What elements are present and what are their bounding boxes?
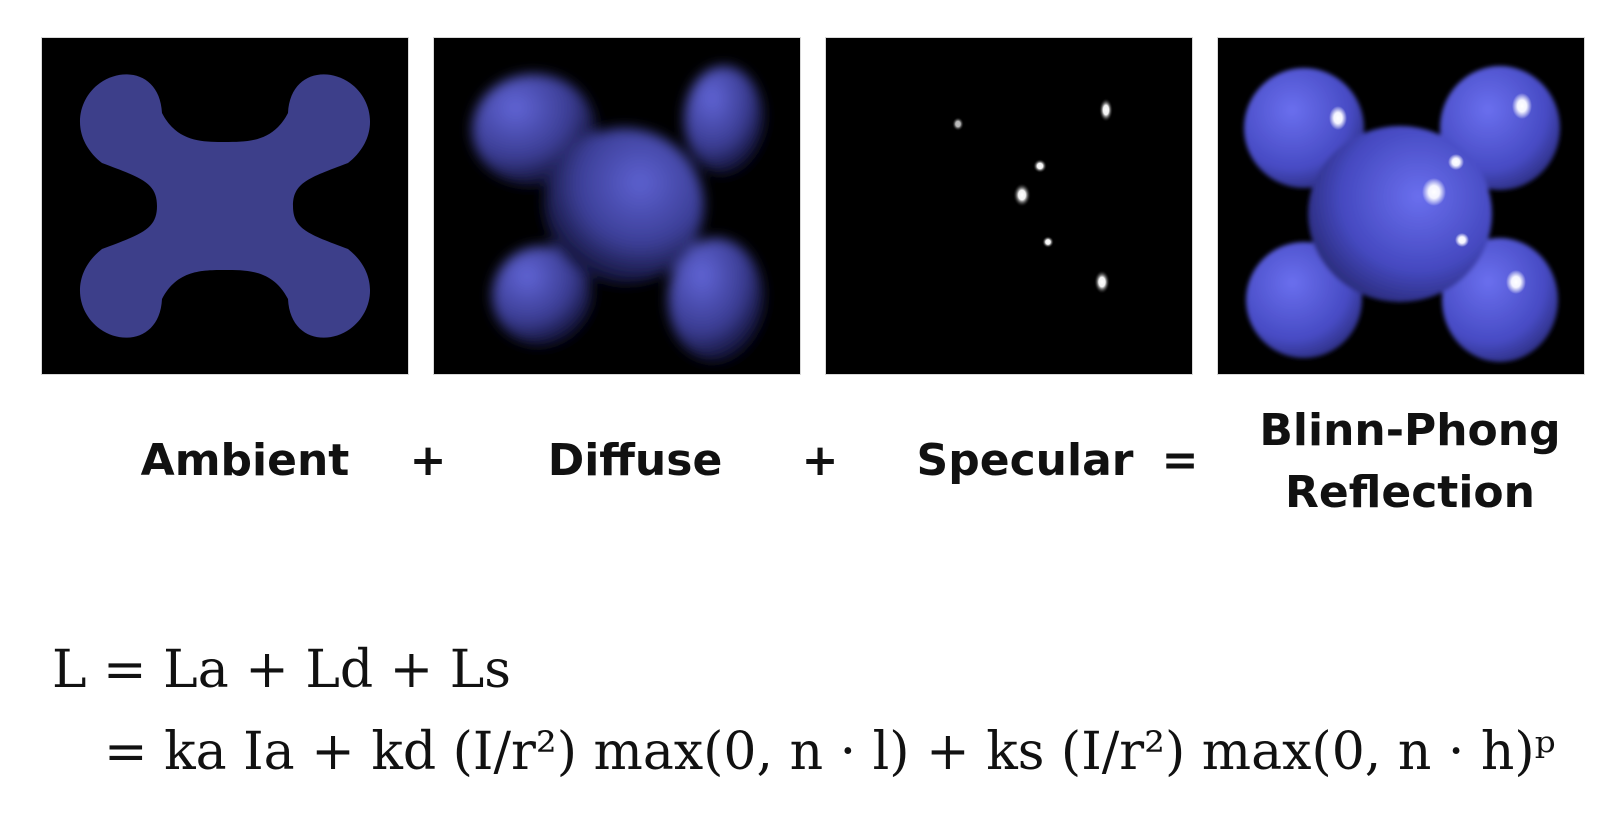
diffuse-label: Diffuse [547, 435, 723, 486]
diffuse-render [434, 38, 800, 374]
blinn-center [1308, 126, 1492, 302]
specular-highlight [1099, 98, 1113, 122]
blinn-phong-panel [1218, 38, 1584, 374]
specular-render [826, 38, 1192, 374]
ambient-render [42, 38, 408, 374]
blinn-highlight [1422, 178, 1446, 206]
ambient-label: Ambient [140, 435, 350, 486]
diffuse-center [544, 128, 704, 284]
equals-operator: = [1161, 435, 1199, 486]
blinn-phong-label [1210, 400, 1610, 524]
specular-highlight [1013, 183, 1031, 207]
plus-operator: + [409, 435, 447, 486]
blinn-phong-render [1218, 38, 1584, 374]
specular-highlight [1042, 236, 1054, 248]
plus-operator: + [801, 435, 839, 486]
specular-highlight [1094, 270, 1110, 294]
ambient-blob [80, 74, 370, 337]
ambient-panel [42, 38, 408, 374]
blinn-phong-label-line-1: Blinn-Phong [1259, 405, 1561, 456]
diffuse-panel [434, 38, 800, 374]
blinn-highlight [1512, 93, 1532, 119]
specular-highlight [1033, 159, 1047, 173]
blinn-highlight [1448, 154, 1464, 170]
specular-panel [826, 38, 1192, 374]
formula-line-1: L = La + Ld + Ls [52, 640, 511, 700]
blinn-highlight [1506, 270, 1526, 294]
specular-label: Specular [916, 435, 1134, 486]
blinn-highlight [1455, 233, 1469, 247]
blinn-phong-label-line-2: Reflection [1285, 467, 1535, 518]
formula-line-2: = ka Ia + kd (I/r²) max(0, n · l) + ks (I/r²) max(0, n · h)ᵖ [104, 722, 1556, 782]
specular-highlight [952, 117, 964, 131]
diffuse-lobe-top-right [684, 66, 764, 174]
blinn-highlight [1329, 106, 1347, 130]
